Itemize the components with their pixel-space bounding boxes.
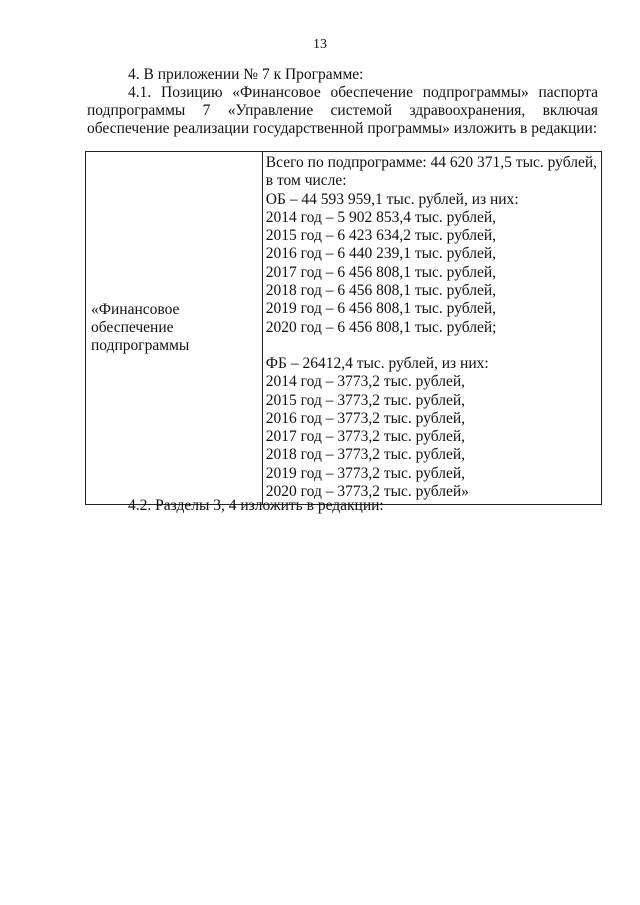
ob-header: ОБ – 44 593 959,1 тыс. рублей, из них: [265, 190, 519, 208]
fb-year-line: 2018 год – 3773,2 тыс. рублей, [265, 446, 466, 464]
ob-year-line: 2016 год – 6 440 239,1 тыс. рублей, [265, 245, 497, 263]
page-number: 13 [313, 37, 327, 52]
financing-label-cell [86, 152, 263, 505]
ob-year-line: 2020 год – 6 456 808,1 тыс. рублей; [265, 318, 497, 336]
item-4-2-paragraph: 4.2. Разделы 3, 4 изложить в редакции: [128, 497, 384, 514]
fb-year-line: 2015 год – 3773,2 тыс. рублей, [265, 391, 466, 409]
financing-label: «Финансовое обеспечение подпрограммы [91, 301, 190, 355]
fb-header: ФБ – 26412,4 тыс. рублей, из них: [265, 354, 489, 372]
ob-year-line: 2017 год – 6 456 808,1 тыс. рублей, [265, 263, 497, 281]
financing-table [85, 151, 602, 505]
item-4-heading: 4. В приложении № 7 к Программе: [128, 66, 364, 83]
fb-year-line: 2019 год – 3773,2 тыс. рублей, [265, 464, 466, 482]
table-row [86, 152, 602, 505]
fb-year-line: 2020 год – 3773,2 тыс. рублей» [265, 483, 469, 501]
total-sub-line: в том числе: [265, 172, 347, 190]
ob-year-line: 2018 год – 6 456 808,1 тыс. рублей, [265, 282, 497, 300]
financing-values-cell [262, 152, 601, 505]
item-4-1-paragraph: 4.1. Позицию «Финансовое обеспечение подпрограммы» паспорта подпрограммы 7 «Управление системой здравоохранения, включая обеспечение реализации государственной программы» изложить в редакции: [87, 84, 598, 137]
section-gap [266, 337, 597, 355]
total-line: Всего по подпрограмме: 44 620 371,5 тыс. рублей, [265, 154, 597, 171]
fb-year-line: 2017 год – 3773,2 тыс. рублей, [265, 428, 466, 446]
fb-year-line: 2014 год – 3773,2 тыс. рублей, [265, 373, 466, 391]
ob-year-line: 2019 год – 6 456 808,1 тыс. рублей, [265, 300, 497, 318]
ob-year-line: 2015 год – 6 423 634,2 тыс. рублей, [265, 227, 497, 245]
ob-year-line: 2014 год – 5 902 853,4 тыс. рублей, [265, 208, 497, 226]
fb-year-line: 2016 год – 3773,2 тыс. рублей, [265, 409, 466, 427]
